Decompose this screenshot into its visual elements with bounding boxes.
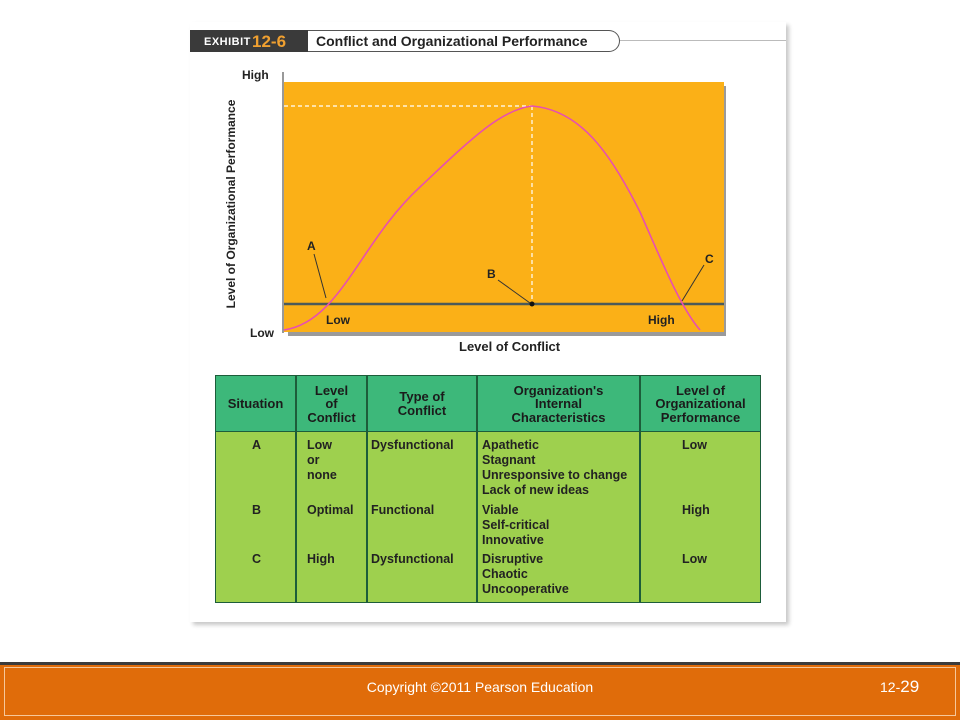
exhibit-figure <box>190 22 786 622</box>
row-c-situation: C <box>252 552 262 566</box>
header-performance: Level of Organizational Performance <box>655 382 746 425</box>
slide-number <box>880 677 919 697</box>
point-b-marker <box>530 302 535 307</box>
x-axis-label: Level of Conflict <box>459 339 561 354</box>
row-c-characteristic: Uncooperative <box>482 582 569 596</box>
exhibit-number: 12-6 <box>252 32 287 51</box>
row-a-characteristic: Lack of new ideas <box>482 483 589 497</box>
row-a-level-line: Low <box>307 438 332 452</box>
point-a-label: A <box>307 239 316 253</box>
row-c-characteristic: Chaotic <box>482 567 528 581</box>
slide-number-prefix: 12- <box>880 679 901 695</box>
situations-table <box>215 375 761 603</box>
x-high-label: High <box>648 313 675 327</box>
row-b-characteristic: Self-critical <box>482 518 550 532</box>
row-a-characteristic: Stagnant <box>482 453 536 467</box>
row-b-type: Functional <box>371 503 435 517</box>
header-type-of-conflict: Type of Conflict <box>397 389 447 418</box>
row-a-characteristic: Unresponsive to change <box>482 468 628 482</box>
row-b-characteristic: Viable <box>482 503 519 517</box>
x-low-label: Low <box>326 313 350 327</box>
header-internal-characteristics: Organization's Internal Characteristics <box>511 382 606 425</box>
slide-footer <box>0 662 960 720</box>
y-high-label: High <box>242 68 269 82</box>
row-c-level-line: High <box>307 552 335 566</box>
row-c-characteristic: Disruptive <box>482 552 544 566</box>
row-b-level-line: Optimal <box>307 503 354 517</box>
row-a-type: Dysfunctional <box>371 438 454 452</box>
row-a-situation: A <box>252 438 262 452</box>
row-b-situation: B <box>252 503 262 517</box>
row-c-performance: Low <box>682 552 707 566</box>
y-low-label: Low <box>250 326 274 340</box>
row-a-performance: Low <box>682 438 707 452</box>
row-a-level-line: none <box>307 468 337 482</box>
row-a-characteristic: Apathetic <box>482 438 539 452</box>
row-c-type: Dysfunctional <box>371 552 454 566</box>
copyright-text: Copyright ©2011 Pearson Education <box>366 679 594 695</box>
header-situation: Situation <box>227 396 284 412</box>
point-b-label: B <box>487 267 496 281</box>
exhibit-label: EXHIBIT <box>204 36 251 48</box>
plot-area <box>284 82 724 332</box>
conflict-performance-graph <box>190 22 786 372</box>
header-level-of-conflict: Level of Conflict <box>307 382 356 425</box>
y-axis-label: Level of Organizational Performance <box>224 99 238 309</box>
slide-number-value: 29 <box>900 677 920 696</box>
row-b-performance: High <box>682 503 710 517</box>
point-c-label: C <box>705 252 714 266</box>
exhibit-title: Conflict and Organizational Performance <box>316 33 588 49</box>
row-a-level-line: or <box>307 453 320 467</box>
row-b-characteristic: Innovative <box>482 533 544 547</box>
